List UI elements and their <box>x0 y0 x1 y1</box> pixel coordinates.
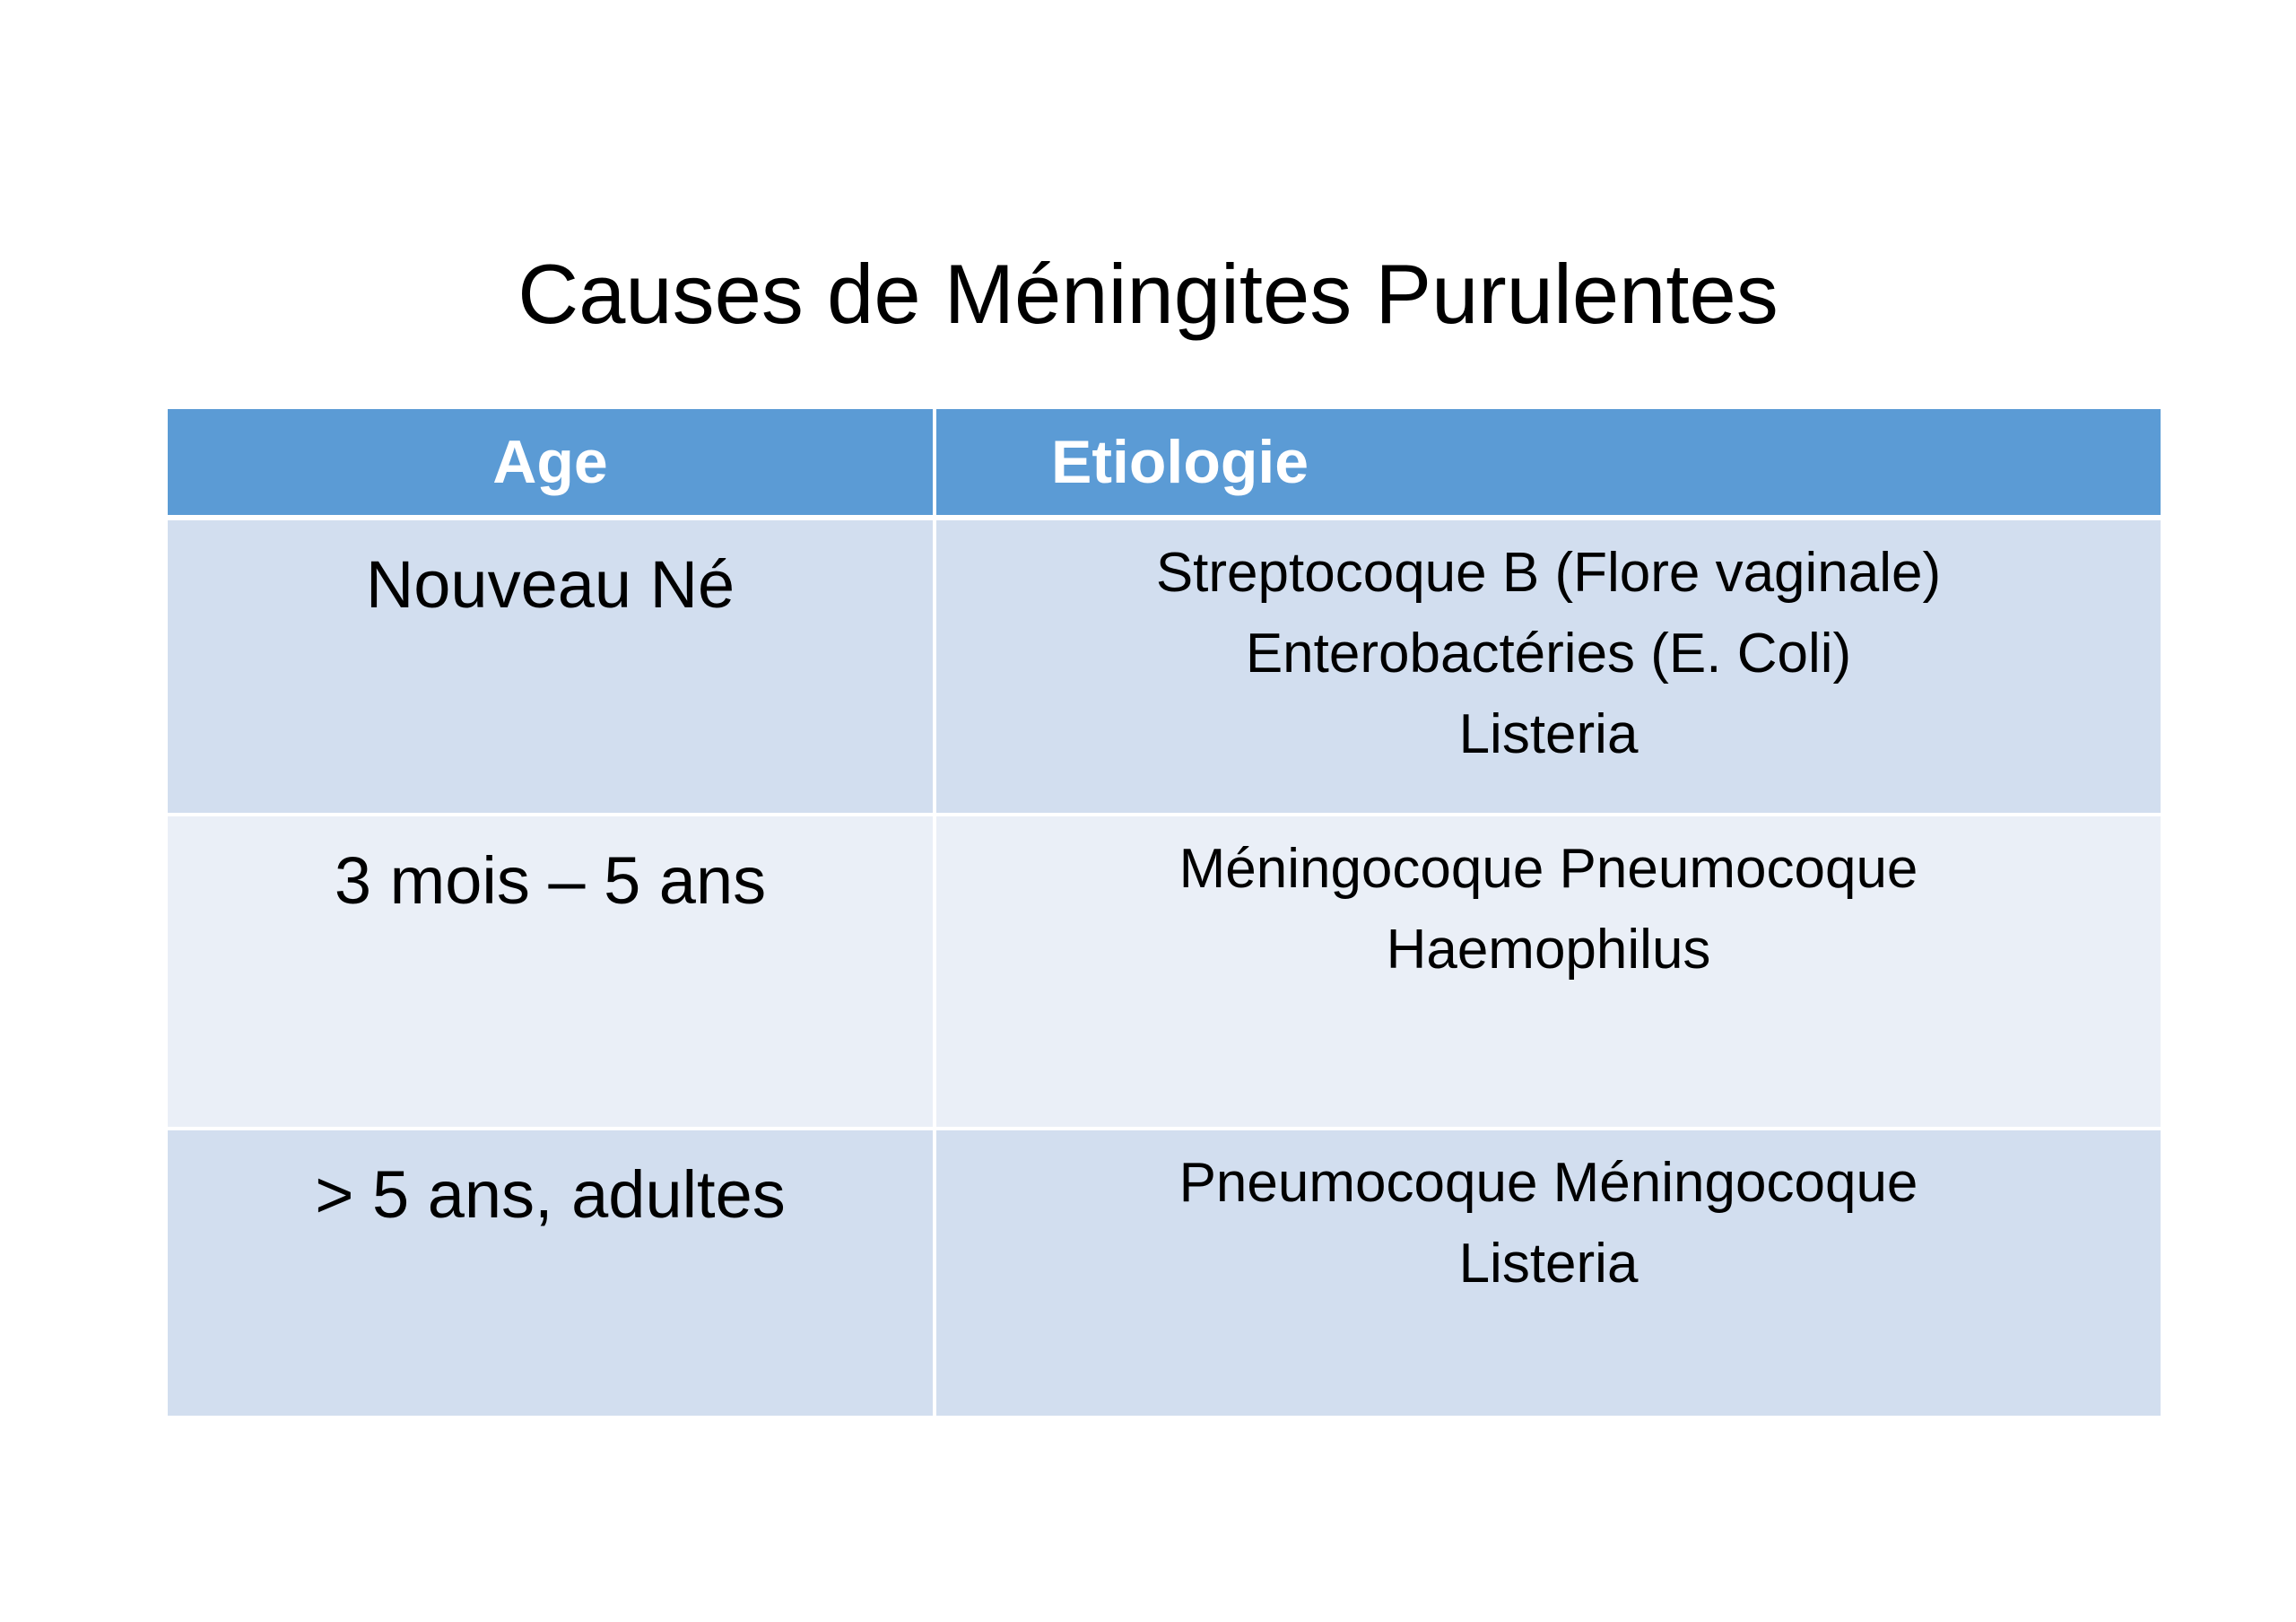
age-column-header: Age <box>168 409 935 518</box>
table-header-row <box>168 409 2161 518</box>
etiology-table <box>168 409 2161 1419</box>
etiology-line: Streptocoque B (Flore vaginale) <box>1155 542 1942 604</box>
etiology-cell <box>935 518 2161 815</box>
etiology-cell <box>935 1129 2161 1417</box>
age-cell: 3 mois – 5 ans <box>168 815 935 1129</box>
etiology-line: Listeria <box>1458 1233 1639 1295</box>
etiology-line: Enterobactéries (E. Coli) <box>1245 623 1852 685</box>
etiology-column-header: Etiologie <box>935 409 2161 518</box>
table-row <box>168 815 2161 1129</box>
age-cell: Nouveau Né <box>168 518 935 815</box>
etiology-cell <box>935 815 2161 1129</box>
etiology-line: Méningocoque Pneumocoque <box>1178 838 1918 900</box>
slide-title: Causes de Méningites Purulentes <box>517 247 1779 341</box>
table-row <box>168 1129 2161 1417</box>
age-cell: > 5 ans, adultes <box>168 1129 935 1417</box>
etiology-line: Haemophilus <box>1386 919 1711 981</box>
etiology-line: Pneumocoque Méningocoque <box>1178 1152 1918 1214</box>
etiology-line: Listeria <box>1458 703 1639 765</box>
table-row <box>168 518 2161 815</box>
